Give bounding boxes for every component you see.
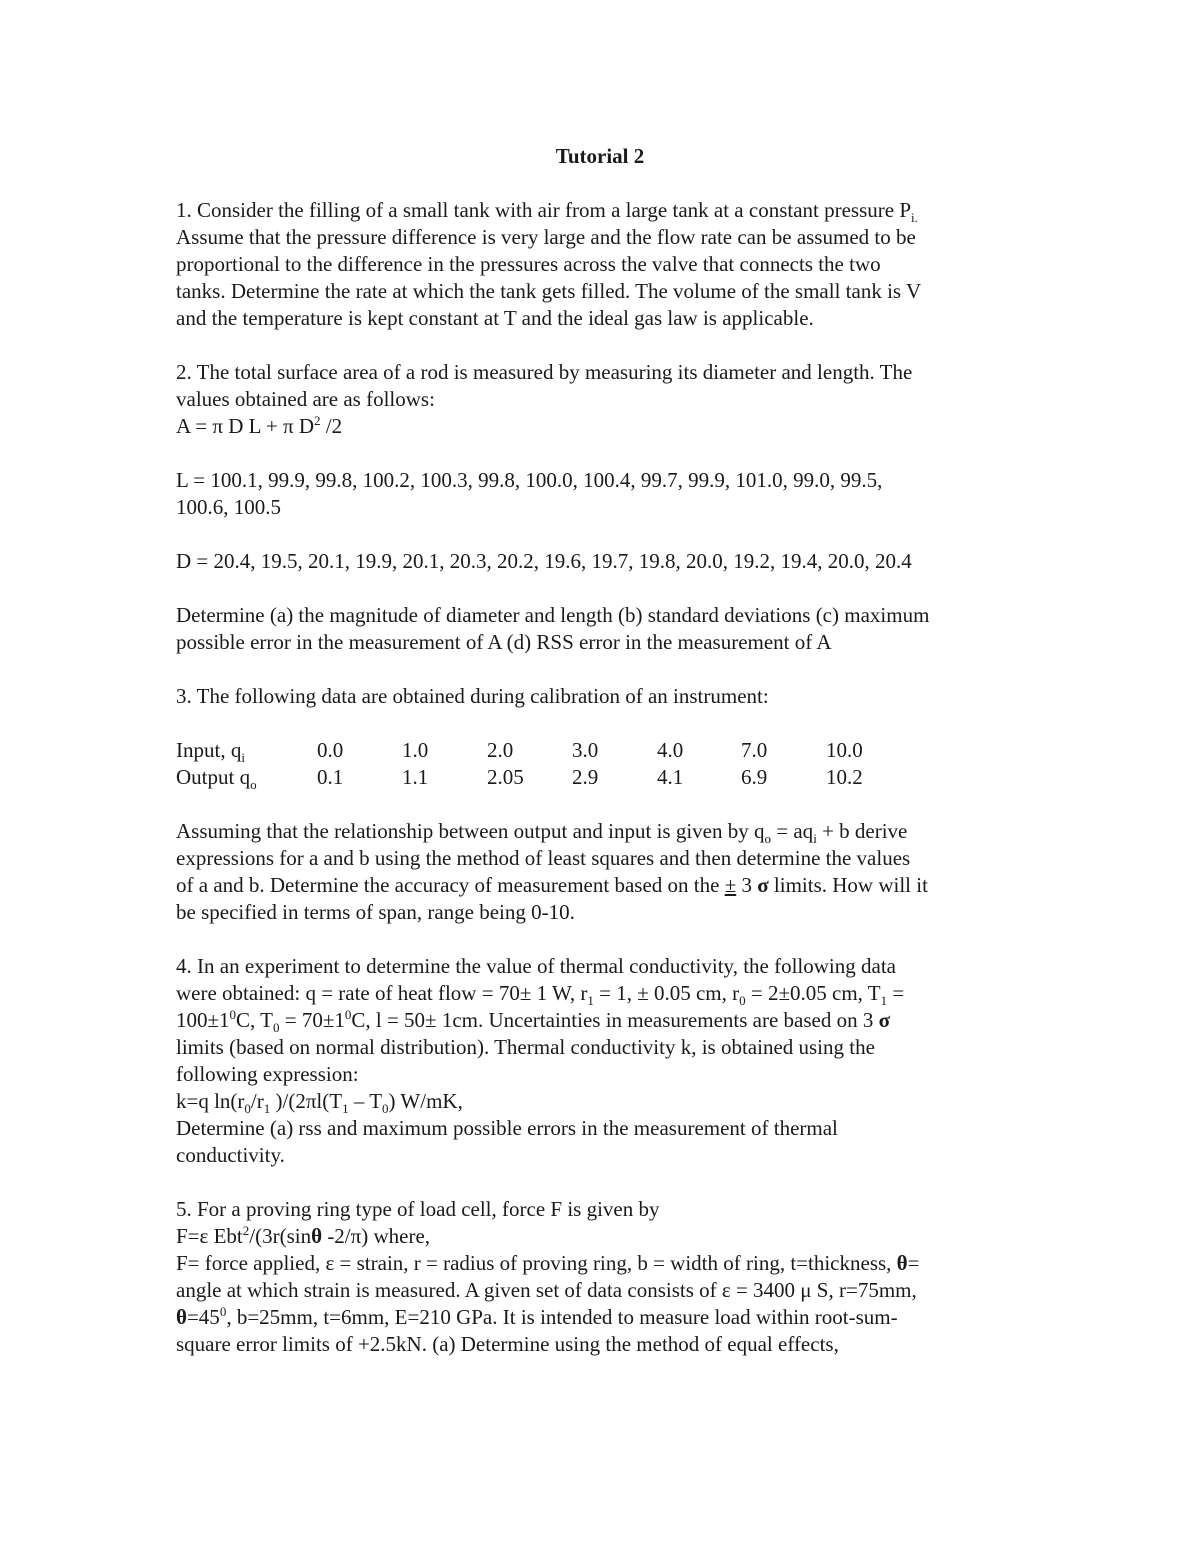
text-run: Assuming that the relationship between output and input is given by q (176, 819, 765, 843)
theta-symbol: θ (311, 1224, 323, 1248)
q4-line-1: 4. In an experiment to determine the value of thermal conductivity, the following data (176, 954, 896, 978)
q5-line-5 (176, 1304, 1036, 1331)
row-label-subscript: i (241, 750, 245, 766)
text-run: = 2±0.05 cm, T (745, 981, 881, 1005)
question-4 (176, 953, 1036, 1169)
q4-line-7: conductivity. (176, 1143, 285, 1167)
text-run: ) W/mK, (388, 1089, 463, 1113)
calibration-table (176, 737, 906, 791)
theta-symbol: θ (176, 1305, 187, 1329)
q3-para-line-3 (176, 872, 1036, 899)
q1-line-4: tanks. Determine the rate at which the tank gets filled. The volume of the small tank is V (176, 279, 922, 303)
q5-line-3 (176, 1250, 1036, 1277)
question-2 (176, 359, 1036, 656)
subscript: 1 (263, 1101, 271, 1117)
formula-part: /2 (320, 414, 343, 438)
q5-line-4: angle at which strain is measured. A given set of data consists of ε = 3400 μ S, r=75mm, (176, 1278, 917, 1302)
q3-para-line-4: be specified in terms of span, range being 0-10. (176, 900, 575, 924)
q4-formula (176, 1088, 1036, 1115)
subscript: 0 (739, 993, 746, 1009)
row-label-subscript: o (250, 777, 257, 793)
text-run: )/(2πl(T (270, 1089, 343, 1113)
text-run: =45 (186, 1305, 220, 1329)
table-cell: 3.0 (572, 738, 599, 762)
superscript: 0 (229, 1007, 237, 1022)
text-run: = 1, ± 0.05 cm, r (593, 981, 740, 1005)
text-run: limits. How will it (768, 873, 928, 897)
text-run: = 70±1 (279, 1008, 345, 1032)
text-run: /(3r(sin (249, 1224, 312, 1248)
table-cell: 0.0 (317, 738, 344, 762)
row-label (176, 764, 317, 791)
q2-ask-line-1: Determine (a) the magnitude of diameter and length (b) standard deviations (c) maximum (176, 603, 930, 627)
q5-line-6: square error limits of +2.5kN. (a) Determine using the method of equal effects, (176, 1332, 839, 1356)
q4-line-6: Determine (a) rss and maximum possible errors in the measurement of thermal (176, 1116, 838, 1140)
text-run: F=ε Ebt (176, 1224, 243, 1248)
q4-line-5: following expression: (176, 1062, 359, 1086)
superscript: 2 (242, 1223, 250, 1238)
text-run: + b derive (816, 819, 908, 843)
row-label-text: Input, q (176, 738, 242, 762)
q1-line-3: proportional to the difference in the pressures across the valve that connects the two (176, 252, 881, 276)
q2-diameter-values: D = 20.4, 19.5, 20.1, 19.9, 20.1, 20.3, 20.2, 19.6, 19.7, 19.8, 20.0, 19.2, 19.4, 20.0, 20.4 (176, 549, 912, 573)
text-run: -2/π) where, (322, 1224, 431, 1248)
table-cell: 1.1 (402, 765, 429, 789)
text-run: , b=25mm, t=6mm, E=210 GPa. It is intended to measure load within root-sum- (226, 1305, 898, 1329)
text-run: /r (250, 1089, 264, 1113)
q2-line-1: 2. The total surface area of a rod is measured by measuring its diameter and length. The (176, 360, 913, 384)
q3-line-1: 3. The following data are obtained during calibration of an instrument: (176, 684, 769, 708)
q3-para-line-2: expressions for a and b using the method of least squares and then determine the values (176, 846, 911, 870)
subscript: 0 (273, 1020, 280, 1036)
table-cell: 10.0 (826, 738, 863, 762)
text-run: C, T (236, 1008, 273, 1032)
table-cell: 1.0 (402, 738, 429, 762)
subscript: o (764, 831, 772, 847)
q2-ask-line-2: possible error in the measurement of A (d) RSS error in the measurement of A (176, 630, 832, 654)
subscript: 1 (342, 1101, 349, 1117)
question-3 (176, 683, 1036, 926)
q1-line-1 (176, 197, 1036, 224)
text-run: were obtained: q = rate of heat flow = 70± 1 W, r (176, 981, 588, 1005)
text-run: of a and b. Determine the accuracy of measurement based on the (176, 873, 725, 897)
table-cell: 4.1 (657, 765, 684, 789)
formula-part: A = π D L + π D (176, 414, 315, 438)
table-cell: 10.2 (826, 765, 863, 789)
q5-formula (176, 1223, 1036, 1250)
subscript: 1 (587, 993, 594, 1009)
text-run: k=q ln(r (176, 1089, 245, 1113)
table-cell: 0.1 (317, 765, 344, 789)
text-run: 3 (736, 873, 758, 897)
subscript: 1 (880, 993, 888, 1009)
page-title: Tutorial 2 (555, 144, 645, 168)
sigma-symbol: σ (757, 873, 769, 897)
q2-area-formula (176, 413, 1036, 440)
q4-line-2 (176, 980, 1036, 1007)
q5-line-1: 5. For a proving ring type of load cell, force F is given by (176, 1197, 660, 1221)
q2-line-2: values obtained are as follows: (176, 387, 435, 411)
subscript: i (813, 831, 817, 847)
text-run: = (887, 981, 905, 1005)
superscript: 0 (344, 1007, 352, 1022)
table-cell: 7.0 (741, 738, 768, 762)
subscript: 0 (244, 1101, 251, 1117)
q1-line-2: Assume that the pressure difference is very large and the flow rate can be assumed to be (176, 225, 916, 249)
subscript: 0 (382, 1101, 389, 1117)
row-label (176, 737, 317, 764)
q1-line-5: and the temperature is kept constant at T and the ideal gas law is applicable. (176, 306, 814, 330)
question-5 (176, 1196, 1036, 1358)
table-cell: 2.0 (487, 738, 514, 762)
question-1 (176, 197, 1036, 332)
text-run: 100±1 (176, 1008, 230, 1032)
q1-text: 1. Consider the filling of a small tank with air from a large tank at a constant pressure P (176, 198, 912, 222)
table-row (176, 737, 906, 764)
q3-para-line-1 (176, 818, 1036, 845)
q2-length-values-1: L = 100.1, 99.9, 99.8, 100.2, 100.3, 99.8, 100.0, 100.4, 99.7, 99.9, 101.0, 99.0, 99.5, (176, 468, 883, 492)
text-run: – T (348, 1089, 383, 1113)
text-run: F= force applied, ε = strain, r = radius of proving ring, b = width of ring, t=thickness, (176, 1251, 897, 1275)
row-label-text: Output q (176, 765, 251, 789)
text-run: C, l = 50± 1cm. Uncertainties in measurements are based on 3 (351, 1008, 879, 1032)
table-cell: 4.0 (657, 738, 684, 762)
text-run: = (907, 1251, 920, 1275)
table-cell: 2.05 (487, 765, 524, 789)
formula-superscript: 2 (314, 413, 321, 428)
table-cell: 6.9 (741, 765, 768, 789)
document-body (176, 197, 1036, 1358)
superscript: 0 (219, 1304, 227, 1319)
q4-line-3 (176, 1007, 1036, 1034)
table-cell: 2.9 (572, 765, 599, 789)
text-run: = aq (771, 819, 814, 843)
q1-subscript: i. (911, 210, 918, 226)
sigma-symbol: σ (878, 1008, 891, 1032)
plus-minus-symbol: ± (724, 873, 737, 897)
q2-length-values-2: 100.6, 100.5 (176, 495, 281, 519)
theta-symbol: θ (896, 1251, 908, 1275)
q4-line-4: limits (based on normal distribution). Thermal conductivity k, is obtained using the (176, 1035, 875, 1059)
table-row (176, 764, 906, 791)
